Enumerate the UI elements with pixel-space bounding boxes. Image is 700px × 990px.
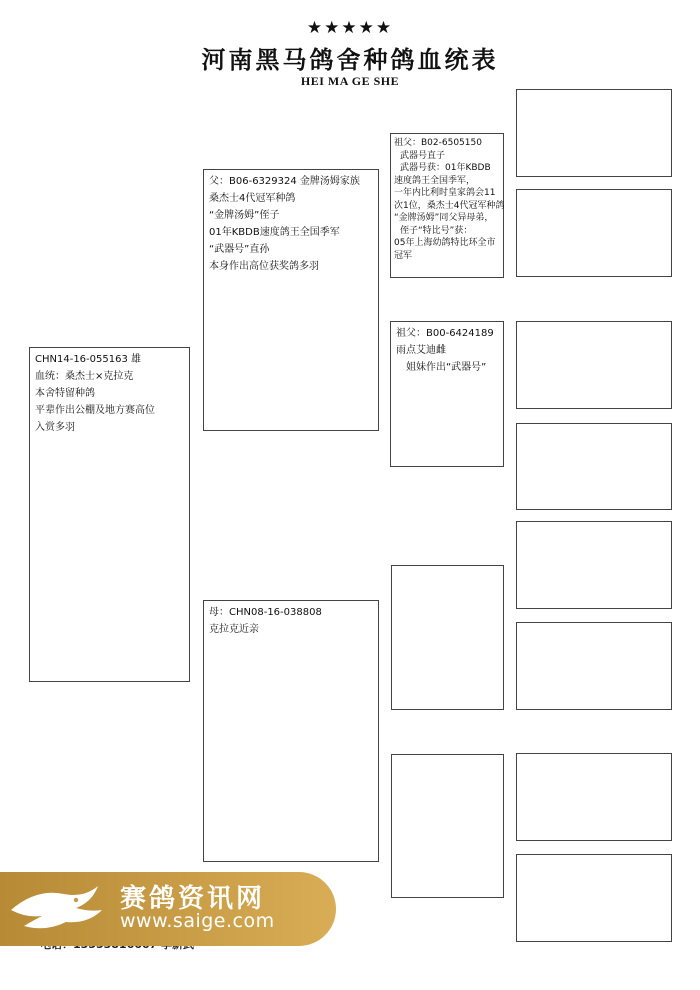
subject-line: 平辈作出公棚及地方赛高位	[35, 405, 155, 416]
great-grandparent-box	[516, 622, 672, 710]
great-grandparent-box	[516, 753, 672, 841]
great-grandparent-box	[516, 521, 672, 609]
watermark-url: www.saige.com	[120, 910, 275, 932]
subject-line: 入赏多羽	[35, 422, 75, 433]
great-grandparent-box	[516, 89, 672, 177]
sire-sire-line: 武器号直子	[400, 150, 446, 161]
sire-sire-line: 速度鸽王全国季军，	[394, 175, 476, 186]
great-grandparent-box	[516, 423, 672, 510]
sire-line: 本身作出高位获奖鸽多羽	[209, 261, 319, 272]
sire-line: 父：B06-6329324 金牌汤姆家族	[209, 176, 360, 187]
sire-sire-line: “金牌汤姆”同父异母弟，	[394, 213, 494, 223]
sire-dam-line: 姐妹作出“武器号”	[406, 362, 487, 373]
dam-sire-box	[391, 565, 504, 710]
pigeon-logo-icon	[6, 880, 106, 940]
sire-line: 桑杰士4代冠军种鸽	[209, 193, 296, 204]
sire-sire-line: 05年上海幼鸽特比环全市	[394, 238, 496, 248]
sire-sire-line: 武器号获：01年KBDB	[400, 163, 491, 173]
great-grandparent-box	[516, 189, 672, 277]
subject-line: 本舍特留种鸽	[35, 388, 95, 399]
page-title: 河南黑马鸽舍种鸽血统表	[201, 46, 499, 74]
watermark-site-name: 赛鸽资讯网	[120, 884, 266, 914]
subject-line: 血统：桑杰士×克拉克	[35, 371, 134, 382]
sire-dam-box	[390, 321, 504, 467]
dam-line: 克拉克近亲	[209, 624, 259, 635]
dam-box	[203, 600, 379, 862]
sire-dam-line: 雨点艾迪雌	[396, 345, 446, 356]
sire-sire-line: 一年内比利时皇家鸽会11	[394, 188, 496, 198]
great-grandparent-box	[516, 854, 672, 942]
sire-line: “武器号”直孙	[209, 244, 270, 255]
sire-sire-line: 次1位，桑杰士4代冠军种鸽	[394, 200, 505, 211]
rating-stars: ★★★★★	[306, 18, 394, 38]
sire-dam-line: 祖父：B00-6424189	[396, 328, 494, 339]
dam-dam-box	[391, 754, 504, 898]
sire-sire-box	[390, 133, 504, 278]
sire-sire-line: 祖父：B02-6505150	[394, 138, 482, 148]
sire-sire-line: 侄子“特比号”获：	[400, 225, 473, 236]
sire-line: “金牌汤姆”侄子	[209, 210, 280, 221]
page-subtitle: HEI MA GE SHE	[300, 74, 400, 88]
sire-line: 01年KBDB速度鸽王全国季军	[209, 227, 340, 238]
sire-box	[203, 169, 379, 431]
dam-line: 母：CHN08-16-038808	[209, 607, 322, 618]
great-grandparent-box	[516, 321, 672, 409]
subject-line: CHN14-16-055163 雄	[35, 354, 142, 365]
subject-box	[29, 347, 190, 682]
sire-sire-line: 冠军	[394, 250, 413, 261]
